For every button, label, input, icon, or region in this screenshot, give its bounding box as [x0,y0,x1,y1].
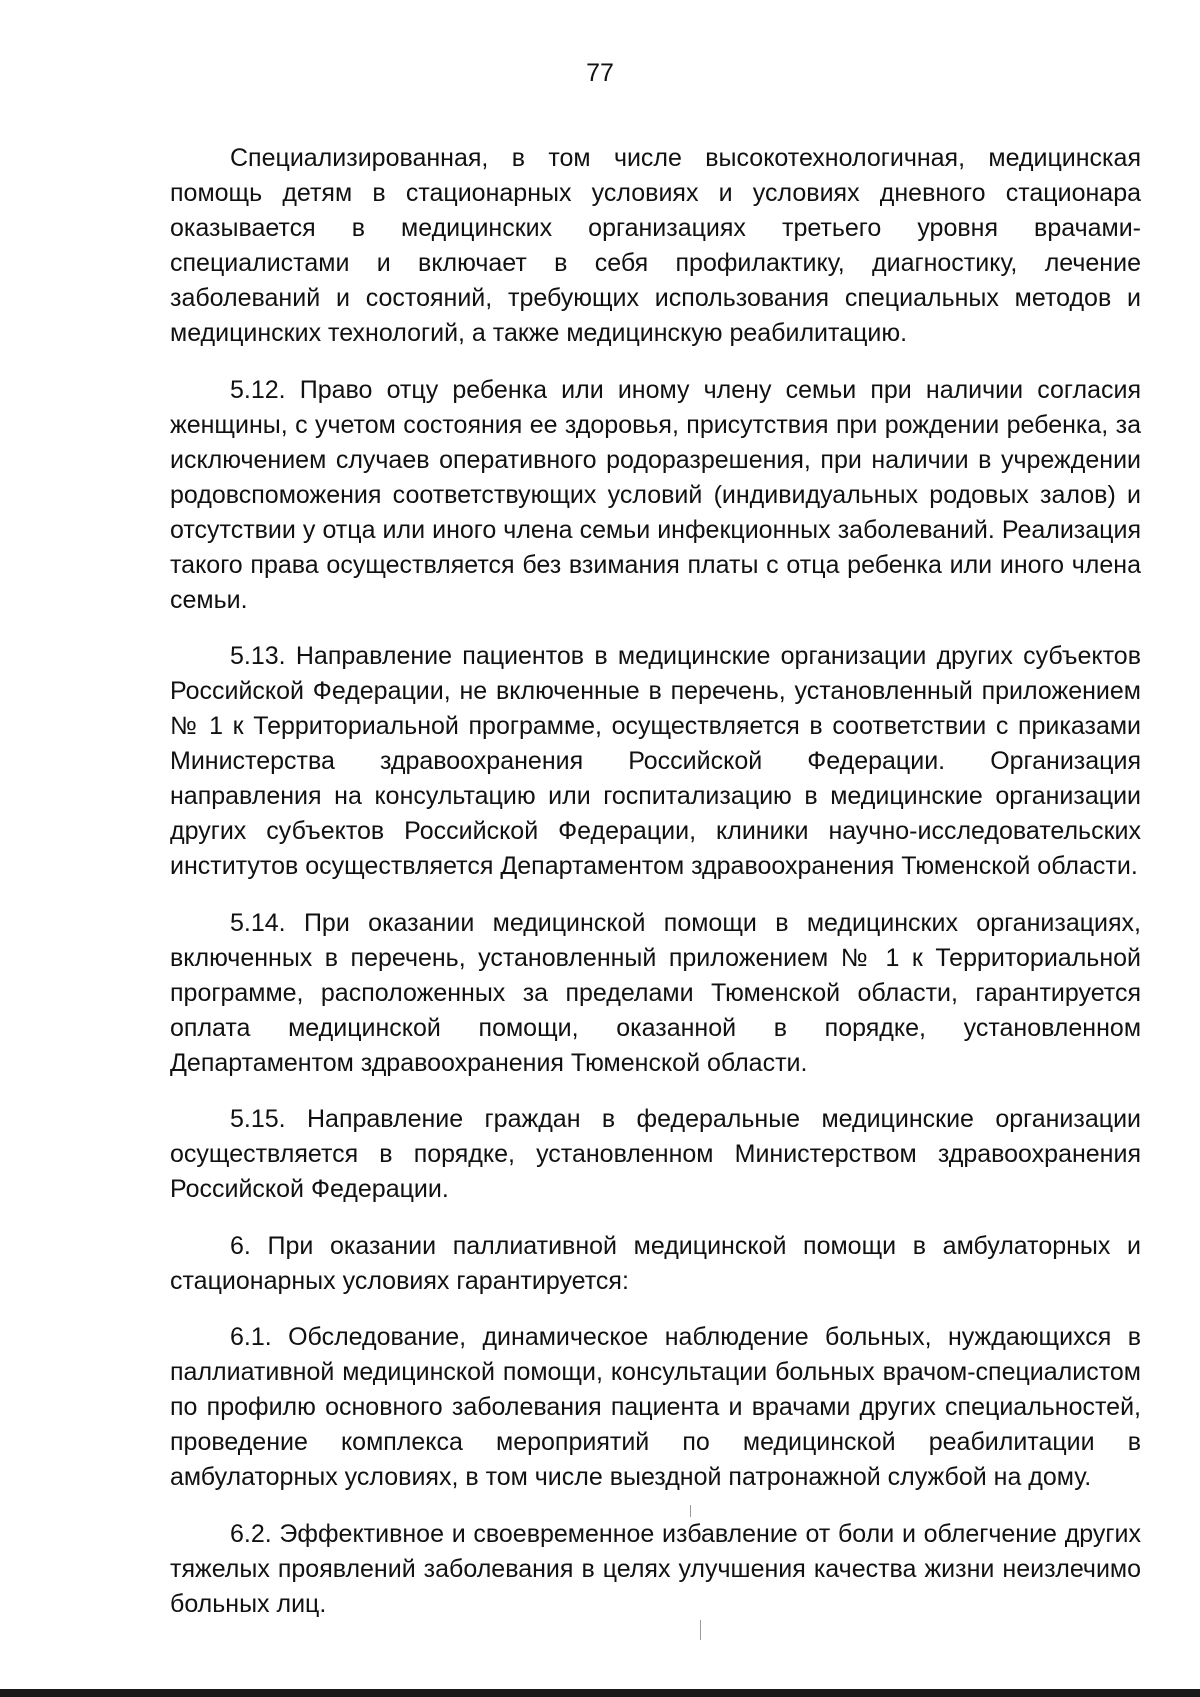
paragraph-specialized-care: Специализированная, в том числе высокотехнологичная, медицинская помощь детям в стационарных условиях и условиях дневного стационара оказывается в медицинских организациях третьего уровня врачами-специалистами и включает в себя профилактику, диагностику, лечение заболеваний и состояний, требующих использования специальных методов и медицинских технологий, а также медицинскую реабилитацию. [170,144,1141,347]
document-body [170,141,1141,1643]
paragraph-5-12: 5.12. Право отцу ребенка или иному члену семьи при наличии согласия женщины, с учетом состояния ее здоровья, присутствия при рождении ребенка, за исключением случаев оперативного родоразрешения, при наличии в учреждении родовспоможения соответствующих условий (индивидуальных родовых залов) и отсутствии у отца или иного члена семьи инфекционных заболеваний. Реализация такого права осуществляется без взимания платы с отца ребенка или иного члена семьи. [170,375,1141,614]
scan-artifact-line [690,1505,691,1517]
paragraph-6-1: 6.1. Обследование, динамическое наблюдение больных, нуждающихся в паллиативной медицинской помощи, консультации больных врачом-специалистом по профилю основного заболевания пациента и врачами других специальностей, проведение комплекса мероприятий по медицинской реабилитации в амбулаторных условиях, в том числе выездной патронажной службой на дому. [170,1323,1141,1491]
scan-artifact-line [700,1620,701,1640]
paragraph-6-2: 6.2. Эффективное и своевременное избавление от боли и облегчение других тяжелых проявлений заболевания в целях улучшения качества жизни неизлечимо больных лиц. [170,1519,1141,1618]
scan-bottom-border [0,1689,1200,1697]
paragraph-5-15: 5.15. Направление граждан в федеральные медицинские организации осуществляется в порядке, установленном Министерством здравоохранения Российской Федерации. [170,1105,1141,1203]
paragraph-5-14: 5.14. При оказании медицинской помощи в медицинских организациях, включенных в перечень, установленный приложением № 1 к Территориальной программе, расположенных за пределами Тюменской области, гарантируется оплата медицинской помощи, оказанной в порядке, установленном Департаментом здравоохранения Тюменской области. [170,908,1141,1077]
page-number: 77 [586,59,614,87]
paragraph-5-13: 5.13. Направление пациентов в медицинские организации других субъектов Российской Федерации, не включенные в перечень, установленный приложением № 1 к Территориальной программе, осуществляется в соответствии с приказами Министерства здравоохранения Российской Федерации. Организация направления на консультацию или госпитализацию в медицинские организации других субъектов Российской Федерации, клиники научно-исследовательских институтов осуществляется Департаментом здравоохранения Тюменской области. [170,642,1141,880]
paragraph-6: 6. При оказании паллиативной медицинской помощи в амбулаторных и стационарных условиях гарантируется: [170,1231,1141,1295]
